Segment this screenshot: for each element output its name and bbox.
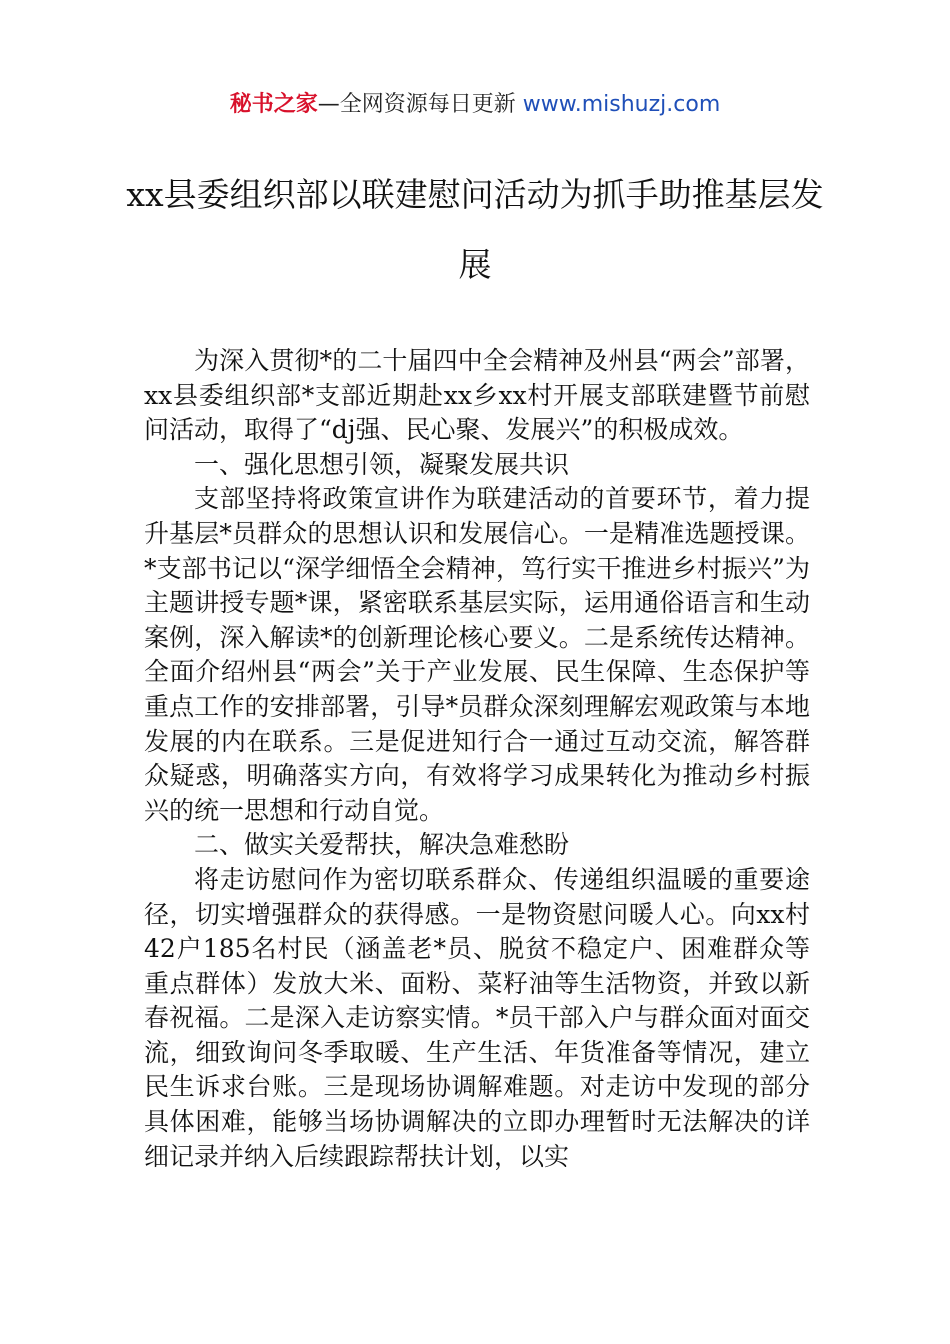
section-1-paragraph: 支部坚持将政策宣讲作为联建活动的首要环节，着力提升基层*员群众的思想认识和发展信心。一是精准选题授课。*支部书记以“深学细悟全会精神，笃行实干推进乡村振兴”为主题讲授专题*课，紧密联系基层实际，运用通俗语言和生动案例，深入解读*的创新理论核心要义。二是系统传达精神。全面介绍州县“两会”关于产业发展、民生保障、生态保护等重点工作的安排部署，引导*员群众深刻理解宏观政策与本地发展的内在联系。三是促进知行合一通过互动交流，解答群众疑惑，明确落实方向，有效将学习成果转化为推动乡村振兴的统一思想和行动自觉。 xyxy=(144,484,810,825)
intro-paragraph: 为深入贯彻*的二十届四中全会精神及州县“两会”部署，xx县委组织部*支部近期赴xx乡xx村开展支部联建暨节前慰问活动，取得了“dj强、民心聚、发展兴”的积极成效。 xyxy=(144,346,810,445)
section-heading-2: 二、做实关爱帮扶，解决急难愁盼 xyxy=(194,830,570,860)
header-tagline: —全网资源每日更新 xyxy=(317,92,523,117)
document-body xyxy=(144,344,810,1174)
document-title: xx县委组织部以联建慰问活动为抓手助推基层发展 xyxy=(126,175,824,284)
site-url-link[interactable]: www.mishuzj.com xyxy=(522,92,721,117)
section-2-paragraph: 将走访慰问作为密切联系群众、传递组织温暖的重要途径，切实增强群众的获得感。一是物资慰问暖人心。向xx村42户185名村民（涵盖老*员、脱贫不稳定户、困难群众等重点群体）发放大米、面粉、菜籽油等生活物资，并致以新春祝福。二是深入走访察实情。*员干部入户与群众面对面交流，细致询问冬季取暖、生产生活、年货准备等情况，建立民生诉求台账。三是现场协调解难题。对走访中发现的部分具体困难，能够当场协调解决的立即办理暂时无法解决的详细记录并纳入后续跟踪帮扶计划，以实 xyxy=(144,864,810,1171)
section-heading-1: 一、强化思想引领，凝聚发展共识 xyxy=(194,449,570,479)
site-header xyxy=(0,88,950,122)
brand-name: 秘书之家 xyxy=(229,92,318,117)
